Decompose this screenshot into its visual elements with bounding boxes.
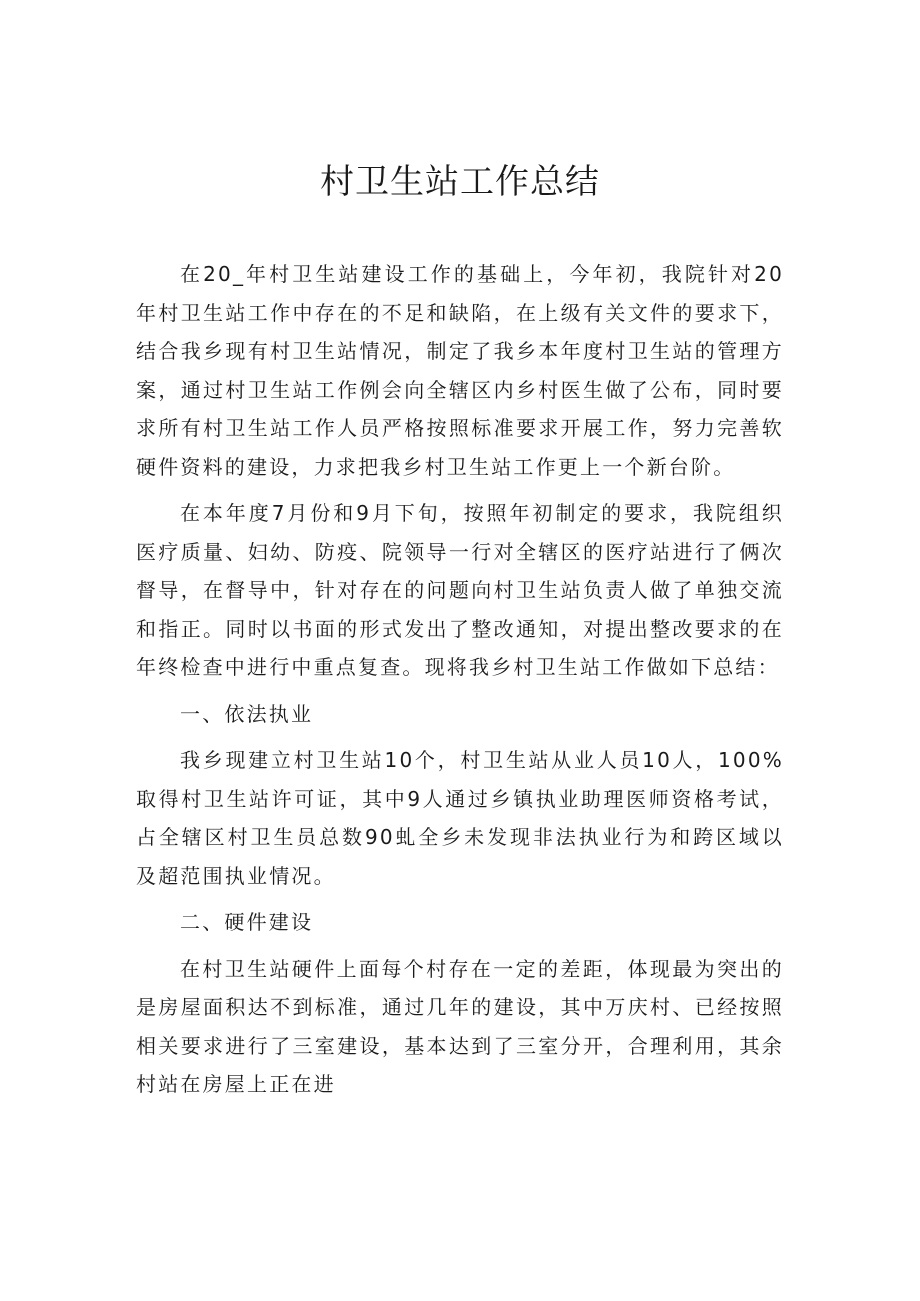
paragraph-inspection: 在本年度7月份和9月下旬，按照年初制定的要求，我院组织医疗质量、妇幼、防疫、院领导一行对全辖区的医疗站进行了俩次督导，在督导中，针对存在的问题向村卫生站负责人做了单独交流和指正。同时以书面的形式发出了整改通知，对提出整改要求的在年终检查中进行中重点复查。现将我乡村卫生站工作做如下总结：: [136, 501, 784, 679]
section-heading-legal-practice: 一、依法执业: [180, 701, 314, 726]
section-heading-hardware: 二、硬件建设: [180, 910, 314, 934]
paragraph-legal-practice: 我乡现建立村卫生站10个，村卫生站从业人员10人，100%取得村卫生站许可证，其中9人通过乡镇执业助理医师资格考试，占全辖区村卫生员总数90虬全乡未发现非法执业行为和跨区域以及超范围执业情况。: [136, 748, 784, 888]
paragraph-hardware: 在村卫生站硬件上面每个村存在一定的差距，体现最为突出的是房屋面积达不到标准，通过几年的建设，其中万庆村、已经按照相关要求进行了三室建设，基本达到了三室分开，合理利用，其余村站在房屋上正在进: [136, 956, 784, 1096]
paragraph-intro: 在20_年村卫生站建设工作的基础上，今年初，我院针对20年村卫生站工作中存在的不足和缺陷，在上级有关文件的要求下，结合我乡现有村卫生站情况，制定了我乡本年度村卫生站的管理方案，通过村卫生站工作例会向全辖区内乡村医生做了公布，同时要求所有村卫生站工作人员严格按照标准要求开展工作，努力完善软硬件资料的建设，力求把我乡村卫生站工作更上一个新台阶。: [136, 262, 784, 479]
document-title: 村卫生站工作总结: [320, 162, 600, 202]
document-body: [136, 255, 784, 1112]
